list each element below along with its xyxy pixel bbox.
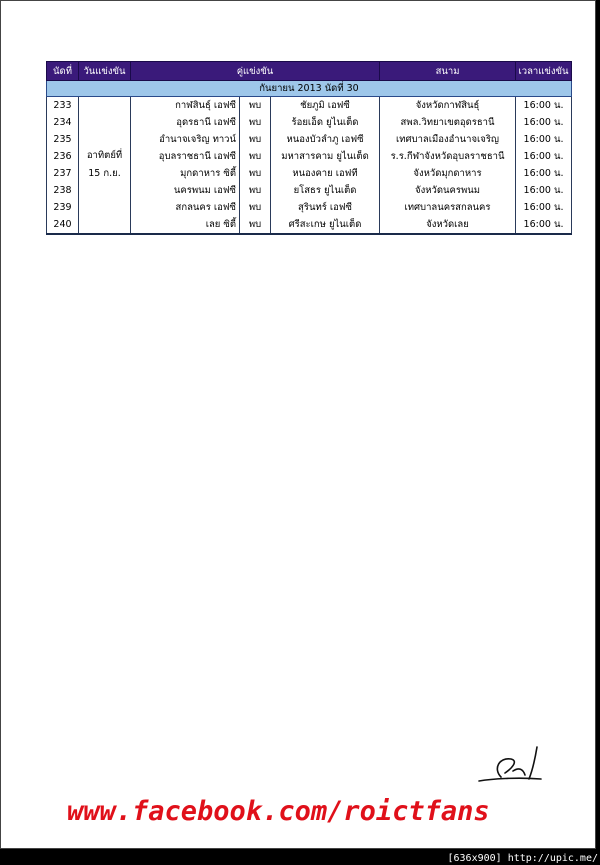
kickoff-time: 16:00 น. bbox=[516, 216, 572, 234]
kickoff-time: 16:00 น. bbox=[516, 131, 572, 148]
venue: ร.ร.กีฬาจังหวัดอุบลราชธานี bbox=[380, 148, 516, 165]
vs-label: พบ bbox=[240, 165, 271, 182]
round-title: กันยายน 2013 นัดที่ 30 bbox=[47, 81, 572, 97]
match-no: 240 bbox=[47, 216, 79, 234]
match-day-name: อาทิตย์ที่ bbox=[86, 150, 123, 161]
vs-label: พบ bbox=[240, 114, 271, 131]
header-match-no: นัดที่ bbox=[47, 62, 79, 81]
vs-label: พบ bbox=[240, 131, 271, 148]
table-row bbox=[47, 97, 572, 115]
header-row bbox=[47, 62, 572, 81]
fixtures-table bbox=[46, 61, 572, 235]
away-team: ชัยภูมิ เอฟซี bbox=[271, 97, 380, 115]
away-team: ยโสธร ยูไนเต็ด bbox=[271, 182, 380, 199]
away-team: หนองคาย เอฟที bbox=[271, 165, 380, 182]
home-team: อุบลราชธานี เอฟซี bbox=[131, 148, 240, 165]
subheader-row bbox=[47, 81, 572, 97]
home-team: กาฬสินธุ์ เอฟซี bbox=[131, 97, 240, 115]
away-team: สุรินทร์ เอฟซี bbox=[271, 199, 380, 216]
venue: เทศบาลเมืองอำนาจเจริญ bbox=[380, 131, 516, 148]
away-team: ร้อยเอ็ด ยูไนเต็ด bbox=[271, 114, 380, 131]
home-team: อุดรธานี เอฟซี bbox=[131, 114, 240, 131]
match-no: 236 bbox=[47, 148, 79, 165]
vs-label: พบ bbox=[240, 199, 271, 216]
away-team: หนองบัวลำภู เอฟซี bbox=[271, 131, 380, 148]
match-no: 239 bbox=[47, 199, 79, 216]
home-team: เลย ซิตี้ bbox=[131, 216, 240, 234]
home-team: อำนาจเจริญ ทาวน์ bbox=[131, 131, 240, 148]
match-no: 234 bbox=[47, 114, 79, 131]
vs-label: พบ bbox=[240, 148, 271, 165]
venue: จังหวัดนครพนม bbox=[380, 182, 516, 199]
header-fixture: คู่แข่งขัน bbox=[131, 62, 380, 81]
match-no: 233 bbox=[47, 97, 79, 115]
home-team: สกลนคร เอฟซี bbox=[131, 199, 240, 216]
venue: จังหวัดกาฬสินธุ์ bbox=[380, 97, 516, 115]
header-kickoff: เวลาแข่งขัน bbox=[516, 62, 572, 81]
kickoff-time: 16:00 น. bbox=[516, 199, 572, 216]
kickoff-time: 16:00 น. bbox=[516, 165, 572, 182]
signature-image bbox=[471, 739, 561, 789]
kickoff-time: 16:00 น. bbox=[516, 97, 572, 115]
away-team: ศรีสะเกษ ยูไนเต็ด bbox=[271, 216, 380, 234]
vs-label: พบ bbox=[240, 97, 271, 115]
match-no: 235 bbox=[47, 131, 79, 148]
image-host-credit: [636x900] http://upic.me/ bbox=[447, 853, 598, 864]
match-no: 237 bbox=[47, 165, 79, 182]
match-no: 238 bbox=[47, 182, 79, 199]
match-day-date: 15 ก.ย. bbox=[88, 168, 121, 179]
venue: สพล.วิทยาเขตอุดรธานี bbox=[380, 114, 516, 131]
vs-label: พบ bbox=[240, 182, 271, 199]
kickoff-time: 16:00 น. bbox=[516, 148, 572, 165]
venue: จังหวัดเลย bbox=[380, 216, 516, 234]
venue: จังหวัดมุกดาหาร bbox=[380, 165, 516, 182]
kickoff-time: 16:00 น. bbox=[516, 114, 572, 131]
venue: เทศบาลนครสกลนคร bbox=[380, 199, 516, 216]
header-match-day: วันแข่งขัน bbox=[79, 62, 131, 81]
kickoff-time: 16:00 น. bbox=[516, 182, 572, 199]
header-venue: สนาม bbox=[380, 62, 516, 81]
home-team: มุกดาหาร ซิตี้ bbox=[131, 165, 240, 182]
match-day bbox=[79, 97, 131, 235]
facebook-url: www.facebook.com/roictfans bbox=[67, 796, 490, 827]
away-team: มหาสารคาม ยูไนเต็ด bbox=[271, 148, 380, 165]
vs-label: พบ bbox=[240, 216, 271, 234]
home-team: นครพนม เอฟซี bbox=[131, 182, 240, 199]
